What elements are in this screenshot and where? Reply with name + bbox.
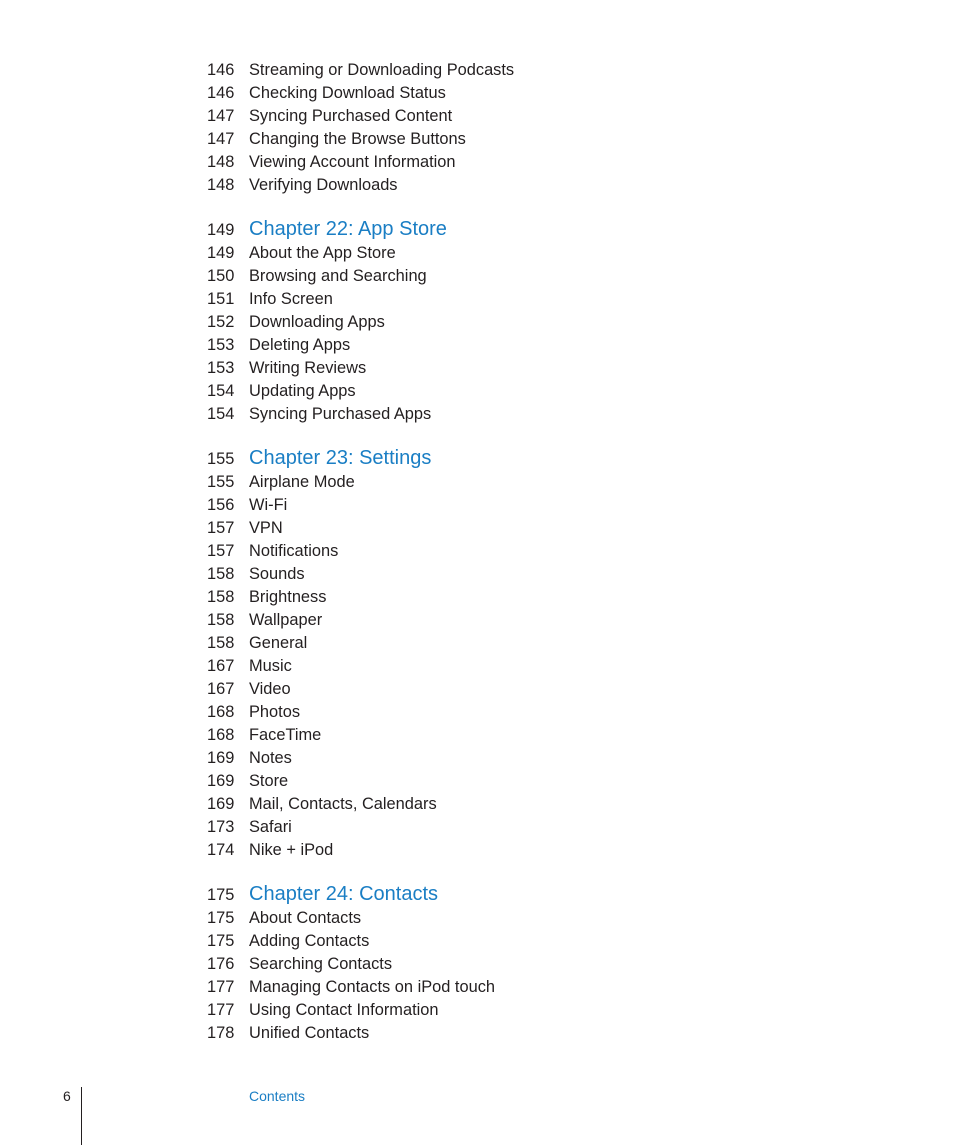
toc-entry[interactable] (207, 770, 807, 793)
chapter-section (207, 881, 807, 1045)
toc-page-number: 178 (207, 1024, 235, 1042)
toc-entry-title: Nike + iPod (249, 841, 334, 859)
toc-page-number: 157 (207, 519, 235, 537)
toc-entry-title: About Contacts (249, 909, 362, 927)
toc-entry[interactable] (207, 242, 807, 265)
toc-page-number: 158 (207, 588, 235, 606)
toc-entry-title: Safari (249, 818, 292, 836)
toc-entry-title: Brightness (249, 588, 327, 606)
chapter-section (207, 216, 807, 426)
toc-entry[interactable] (207, 930, 807, 953)
toc-entry[interactable] (207, 999, 807, 1022)
toc-entry[interactable] (207, 59, 807, 82)
toc-page-number: 177 (207, 978, 235, 996)
toc-entry-title: Updating Apps (249, 382, 356, 400)
footer-divider (81, 1087, 82, 1145)
toc-entry[interactable] (207, 151, 807, 174)
toc-entry-title: Notes (249, 749, 292, 767)
toc-entry-title: Viewing Account Information (249, 153, 456, 171)
toc-entry-title: Wi-Fi (249, 496, 288, 514)
toc-entry[interactable] (207, 632, 807, 655)
toc-page-number: 153 (207, 359, 235, 377)
chapter-title: Chapter 23: Settings (249, 447, 432, 469)
toc-page-number: 146 (207, 61, 235, 79)
toc-entry[interactable] (207, 907, 807, 930)
toc-entry[interactable] (207, 540, 807, 563)
toc-entry[interactable] (207, 311, 807, 334)
toc-entry-title: Mail, Contacts, Calendars (249, 795, 437, 813)
toc-page-number: 168 (207, 726, 235, 744)
toc-entry[interactable] (207, 128, 807, 151)
toc-page-number: 154 (207, 405, 235, 423)
toc-page-number: 148 (207, 176, 235, 194)
chapter-page-number: 149 (207, 221, 235, 239)
toc-entry[interactable] (207, 724, 807, 747)
toc-entry-title: Writing Reviews (249, 359, 367, 377)
toc-entry[interactable] (207, 976, 807, 999)
toc-page-number: 152 (207, 313, 235, 331)
table-of-contents (207, 59, 807, 1045)
toc-page-number: 169 (207, 795, 235, 813)
toc-page-number: 147 (207, 130, 235, 148)
toc-page-number: 167 (207, 657, 235, 675)
chapter-title: Chapter 24: Contacts (249, 883, 438, 905)
toc-entry[interactable] (207, 517, 807, 540)
toc-entry[interactable] (207, 953, 807, 976)
toc-entry[interactable] (207, 816, 807, 839)
chapter-page-number: 175 (207, 886, 235, 904)
toc-page-number: 157 (207, 542, 235, 560)
chapter-heading[interactable] (207, 445, 807, 471)
chapter-heading[interactable] (207, 216, 807, 242)
toc-entry[interactable] (207, 586, 807, 609)
toc-page-number: 158 (207, 565, 235, 583)
toc-page-number: 146 (207, 84, 235, 102)
toc-page-number: 177 (207, 1001, 235, 1019)
toc-entry-title: Checking Download Status (249, 84, 446, 102)
footer-page-number: 6 (63, 1088, 71, 1104)
toc-page-number: 147 (207, 107, 235, 125)
chapter-title: Chapter 22: App Store (249, 218, 447, 240)
toc-entry-title: Store (249, 772, 289, 790)
toc-entry[interactable] (207, 265, 807, 288)
toc-entry-title: Airplane Mode (249, 473, 355, 491)
toc-entry-title: General (249, 634, 308, 652)
toc-entry[interactable] (207, 1022, 807, 1045)
toc-entry[interactable] (207, 334, 807, 357)
toc-entry[interactable] (207, 105, 807, 128)
toc-entry[interactable] (207, 609, 807, 632)
toc-entry-title: Deleting Apps (249, 336, 351, 354)
toc-entry[interactable] (207, 563, 807, 586)
toc-entry-title: Syncing Purchased Apps (249, 405, 432, 423)
footer-section-link[interactable]: Contents (249, 1088, 306, 1104)
lead-entries (207, 59, 807, 197)
toc-page-number: 168 (207, 703, 235, 721)
toc-entry-title: Music (249, 657, 292, 675)
toc-page-number: 148 (207, 153, 235, 171)
toc-page-number: 158 (207, 634, 235, 652)
toc-entry-title: About the App Store (249, 244, 396, 262)
toc-entry[interactable] (207, 357, 807, 380)
toc-page-number: 169 (207, 772, 235, 790)
toc-entry-title: Verifying Downloads (249, 176, 398, 194)
toc-entry-title: Wallpaper (249, 611, 323, 629)
toc-entry-title: Managing Contacts on iPod touch (249, 978, 496, 996)
toc-page-number: 149 (207, 244, 235, 262)
toc-page-number: 154 (207, 382, 235, 400)
toc-entry[interactable] (207, 701, 807, 724)
toc-entry-title: VPN (249, 519, 283, 537)
toc-entry[interactable] (207, 494, 807, 517)
toc-entry[interactable] (207, 403, 807, 426)
toc-entry-title: Syncing Purchased Content (249, 107, 453, 125)
toc-entry[interactable] (207, 655, 807, 678)
chapter-heading[interactable] (207, 881, 807, 907)
toc-entry-title: Downloading Apps (249, 313, 385, 331)
toc-page-number: 156 (207, 496, 235, 514)
toc-entry[interactable] (207, 678, 807, 701)
toc-entry-title: Unified Contacts (249, 1024, 370, 1042)
chapter-page-number: 155 (207, 450, 235, 468)
toc-page-number: 153 (207, 336, 235, 354)
toc-entry-title: Streaming or Downloading Podcasts (249, 61, 515, 79)
toc-entry-title: Adding Contacts (249, 932, 370, 950)
toc-page-number: 151 (207, 290, 235, 308)
toc-entry-title: Sounds (249, 565, 305, 583)
toc-entry[interactable] (207, 174, 807, 197)
toc-entry-title: Notifications (249, 542, 339, 560)
toc-page-number: 175 (207, 932, 235, 950)
toc-page-number: 175 (207, 909, 235, 927)
toc-entry-title: FaceTime (249, 726, 322, 744)
toc-page-number: 150 (207, 267, 235, 285)
toc-entry-title: Photos (249, 703, 301, 721)
toc-entry[interactable] (207, 380, 807, 403)
toc-entry[interactable] (207, 82, 807, 105)
toc-entry[interactable] (207, 839, 807, 862)
toc-entry-title: Video (249, 680, 291, 698)
chapter-section (207, 445, 807, 862)
toc-entry-title: Info Screen (249, 290, 333, 308)
toc-page-number: 174 (207, 841, 235, 859)
toc-page-number: 176 (207, 955, 235, 973)
toc-entry-title: Searching Contacts (249, 955, 393, 973)
toc-entry[interactable] (207, 793, 807, 816)
toc-page-number: 158 (207, 611, 235, 629)
toc-page-number: 155 (207, 473, 235, 491)
toc-entry[interactable] (207, 471, 807, 494)
toc-page-number: 167 (207, 680, 235, 698)
toc-entry[interactable] (207, 288, 807, 311)
toc-entry-title: Using Contact Information (249, 1001, 439, 1019)
toc-page-number: 169 (207, 749, 235, 767)
toc-page-number: 173 (207, 818, 235, 836)
toc-entry-title: Browsing and Searching (249, 267, 427, 285)
toc-entry-title: Changing the Browse Buttons (249, 130, 466, 148)
toc-entry[interactable] (207, 747, 807, 770)
